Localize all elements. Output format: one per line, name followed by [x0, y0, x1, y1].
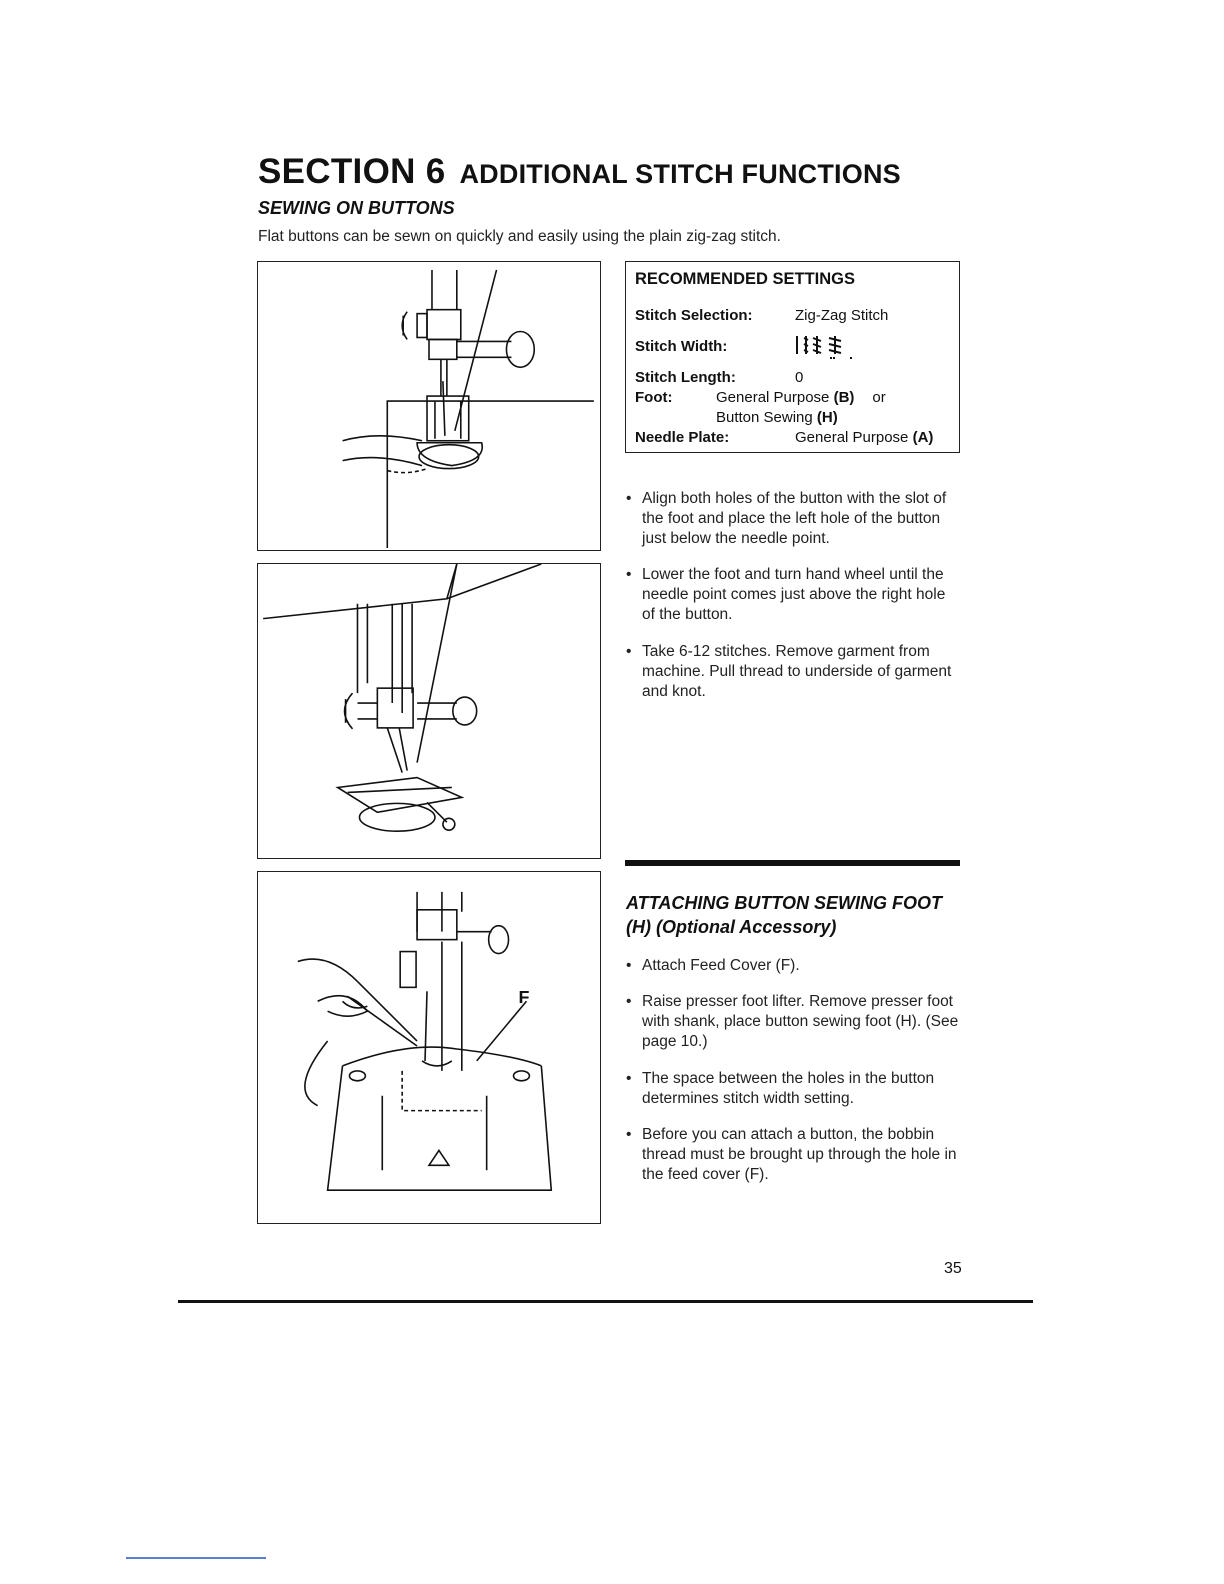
- subsection-title: SEWING ON BUTTONS: [258, 198, 455, 218]
- bullet-icon: •: [626, 566, 632, 583]
- instruction-text: Align both holes of the button with the slot of the foot and place the left hole of the button just below the needle point.: [642, 490, 947, 547]
- attaching-step: [626, 1125, 962, 1185]
- callout-f-label: F: [518, 987, 530, 1008]
- sewing-foot-illustration-icon: [258, 262, 600, 550]
- figure-button-under-foot: [257, 261, 601, 551]
- bullet-icon: •: [626, 1126, 632, 1143]
- foot-option-button: Button Sewing: [716, 409, 817, 426]
- attaching-title: [626, 891, 942, 939]
- attaching-step-text: Before you can attach a button, the bobbin thread must be brought up through the hole in the feed cover (F).: [642, 1126, 957, 1183]
- foot-option-button-code: (H): [816, 409, 838, 426]
- needle-plate-code: (A): [912, 429, 934, 446]
- needle-plate-value: [795, 429, 933, 446]
- attaching-step: [626, 992, 962, 1052]
- instruction-item: [626, 489, 962, 549]
- recommended-settings-box: [625, 261, 960, 453]
- page-number: 35: [944, 1260, 962, 1277]
- footer-rule: [178, 1300, 1033, 1303]
- needle-plate-label: Needle Plate:: [635, 429, 730, 446]
- instruction-item: [626, 565, 962, 625]
- stitch-selection-label: Stitch Selection:: [635, 307, 753, 324]
- needle-plate-row: [635, 429, 934, 446]
- stitch-length-label: Stitch Length:: [635, 369, 736, 386]
- attaching-step: [626, 956, 962, 976]
- attaching-step: [626, 1069, 962, 1109]
- section-number: SECTION 6: [258, 152, 446, 191]
- foot-option-general: General Purpose: [716, 389, 834, 406]
- bullet-icon: •: [626, 643, 632, 660]
- stitch-length-row: [635, 369, 804, 386]
- bullet-icon: •: [626, 957, 632, 974]
- stitch-width-row: [635, 338, 955, 355]
- stitch-selection-value: Zig-Zag Stitch: [795, 307, 889, 324]
- attaching-title-line2: (H) (Optional Accessory): [626, 917, 837, 937]
- figure-lower-foot: [257, 563, 601, 859]
- foot-row: [635, 389, 886, 406]
- instruction-text: Lower the foot and turn hand wheel until the needle point comes just above the right hole of the button.: [642, 566, 946, 623]
- settings-heading: RECOMMENDED SETTINGS: [635, 270, 856, 288]
- section-name: ADDITIONAL STITCH FUNCTIONS: [459, 159, 901, 189]
- section-divider: [625, 860, 960, 866]
- attaching-step-text: Raise presser foot lifter. Remove presser foot with shank, place button sewing foot (H). (See page 10.): [642, 993, 959, 1050]
- corner-underline: [126, 1557, 266, 1559]
- attaching-step-text: The space between the holes in the button determines stitch width setting.: [642, 1070, 935, 1107]
- stitch-length-value: 0: [795, 369, 804, 386]
- stitch-width-symbols-icon: [791, 332, 871, 360]
- figure-feed-cover: [257, 871, 601, 1224]
- foot-value-line2: [716, 409, 838, 426]
- feed-cover-illustration-icon: [258, 872, 600, 1223]
- presser-foot-illustration-icon: [258, 564, 600, 858]
- stitch-width-label: Stitch Width:: [635, 338, 728, 355]
- bullet-icon: •: [626, 490, 632, 507]
- foot-or-text: or: [872, 389, 886, 406]
- instruction-item: [626, 642, 962, 702]
- attaching-title-line1: ATTACHING BUTTON SEWING FOOT: [626, 893, 942, 913]
- foot-value-line1: [716, 389, 886, 406]
- foot-label: Foot:: [635, 389, 673, 406]
- stitch-selection-row: [635, 307, 889, 324]
- instruction-text: Take 6-12 stitches. Remove garment from machine. Pull thread to underside of garment and knot.: [642, 643, 952, 700]
- bullet-icon: •: [626, 993, 632, 1010]
- section-heading: [258, 152, 901, 192]
- needle-plate-name: General Purpose: [795, 429, 913, 446]
- attaching-step-text: Attach Feed Cover (F).: [642, 957, 800, 974]
- bullet-icon: •: [626, 1070, 632, 1087]
- intro-text: Flat buttons can be sewn on quickly and easily using the plain zig-zag stitch.: [258, 228, 781, 245]
- foot-option-general-code: (B): [833, 389, 855, 406]
